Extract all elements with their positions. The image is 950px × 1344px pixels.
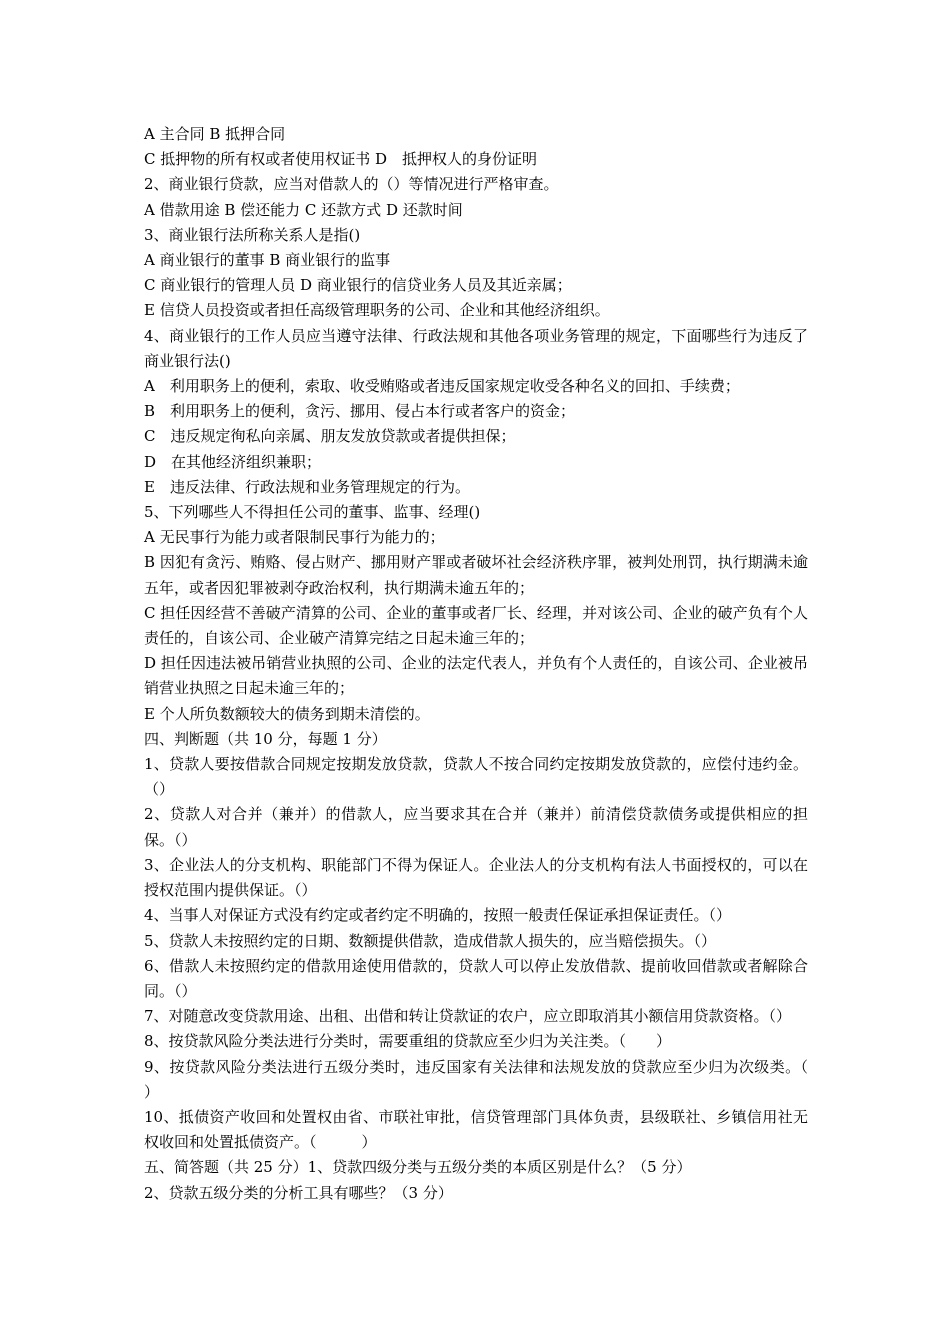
- option-d: D 在其他经济组织兼职；: [144, 452, 322, 471]
- judge-item: 7、对随意改变贷款用途、出租、出借和转让贷款证的农户，应立即取消其小额信用贷款资格。（）: [144, 1007, 792, 1026]
- judge-item: 6、借款人未按照约定的借款用途使用借款的，贷款人可以停止发放借款、提前收回借款或者解除合同。（）: [144, 956, 808, 1000]
- judge-item: 1、贷款人要按借款合同规定按期发放贷款，贷款人不按合同约定按期发放贷款的，应偿付违约金。（）: [144, 755, 808, 799]
- question-2: 2、商业银行贷款，应当对借款人的（）等情况进行严格审查。: [144, 175, 559, 194]
- section-heading-short-answer: 五、简答题（共 25 分）1、贷款四级分类与五级分类的本质区别是什么？（5 分）: [144, 1158, 692, 1177]
- question-5: 5、下列哪些人不得担任公司的董事、监事、经理(): [144, 503, 481, 522]
- text-line: A 主合同 B 抵押合同: [144, 125, 286, 143]
- option-b: B 利用职务上的便利，贪污、挪用、侵占本行或者客户的资金；: [144, 402, 576, 421]
- judge-item: 8、按贷款风险分类法进行分类时，需要重组的贷款应至少归为关注类。（ ）: [144, 1032, 672, 1051]
- short-answer-item: 2、贷款五级分类的分析工具有哪些？（3 分）: [144, 1183, 453, 1202]
- option-b: B 因犯有贪污、贿赂、侵占财产、挪用财产罪或者破坏社会经济秩序罪，被判处刑罚，执行期满未逾五年，或者因犯罪被剥夺政治权利，执行期满未逾五年的；: [144, 553, 808, 597]
- option-a: A 利用职务上的便利，索取、收受贿赂或者违反国家规定收受各种名义的回扣、手续费；: [144, 377, 740, 396]
- option-e: E 违反法律、行政法规和业务管理规定的行为。: [144, 477, 470, 496]
- text-line: C 抵押物的所有权或者使用权证书 D 抵押权人的身份证明: [144, 150, 538, 169]
- option-a: A 无民事行为能力或者限制民事行为能力的；: [144, 528, 445, 547]
- option-d: D 担任因违法被吊销营业执照的公司、企业的法定代表人，并负有个人责任的，自该公司、企业被吊销营业执照之日起未逾三年的；: [144, 654, 808, 698]
- text-line: A 商业银行的董事 B 商业银行的监事: [144, 251, 391, 270]
- question-3: 3、商业银行法所称关系人是指(): [144, 225, 361, 244]
- option-c: C 违反规定徇私向亲属、朋友发放贷款或者提供担保；: [144, 427, 516, 446]
- text-line: C 商业银行的管理人员 D 商业银行的信贷业务人员及其近亲属；: [144, 276, 572, 295]
- judge-item: 4、当事人对保证方式没有约定或者约定不明确的，按照一般责任保证承担保证责任。（）: [144, 906, 732, 925]
- section-heading-true-false: 四、判断题（共 10 分，每题 1 分）: [144, 729, 387, 748]
- option-e: E 个人所负数额较大的债务到期未清偿的。: [144, 704, 430, 723]
- question-4: 4、商业银行的工作人员应当遵守法律、行政法规和其他各项业务管理的规定，下面哪些行为违反了商业银行法(): [144, 326, 808, 370]
- option-c: C 担任因经营不善破产清算的公司、企业的董事或者厂长、经理，并对该公司、企业的破产负有个人责任的，自该公司、企业破产清算完结之日起未逾三年的；: [144, 603, 808, 648]
- document-page: [144, 122, 854, 1206]
- judge-item: 5、贷款人未按照约定的日期、数额提供借款，造成借款人损失的，应当赔偿损失。（）: [144, 931, 717, 950]
- judge-item: 3、企业法人的分支机构、职能部门不得为保证人。企业法人的分支机构有法人书面授权的，可以在授权范围内提供保证。（）: [144, 855, 808, 900]
- judge-item: 10、抵债资产收回和处置权由省、市联社审批，信贷管理部门具体负责，县级联社、乡镇信用社无权收回和处置抵债资产。（ ）: [144, 1107, 808, 1152]
- judge-item: 9、按贷款风险分类法进行五级分类时，违反国家有关法律和法规发放的贷款应至少归为次级类。（ ）: [144, 1057, 854, 1101]
- text-line: A 借款用途 B 偿还能力 C 还款方式 D 还款时间: [144, 200, 463, 219]
- text-line: E 信贷人员投资或者担任高级管理职务的公司、企业和其他经济组织。: [144, 301, 610, 320]
- judge-item: 2、贷款人对合并（兼并）的借款人，应当要求其在合并（兼并）前清偿贷款债务或提供相应的担保。（）: [144, 805, 808, 849]
